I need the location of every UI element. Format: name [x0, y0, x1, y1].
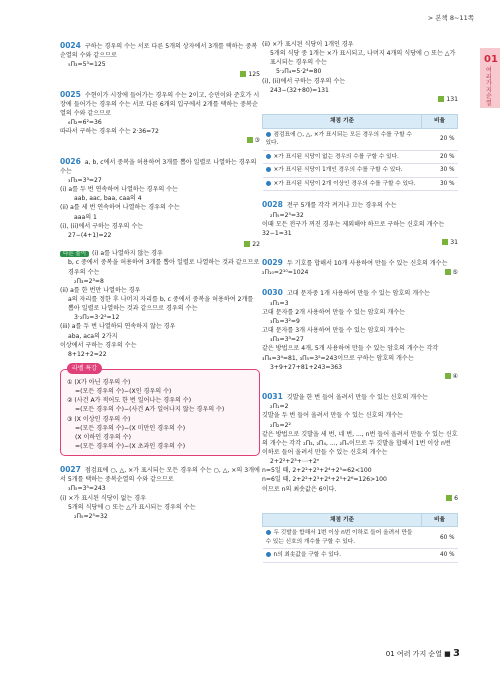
case-detail: b, c 중에서 중복을 허용하여 3개를 뽑아 일렬로 나열하는 것과 같으므로 경우의 수는 — [68, 259, 260, 276]
problem-text: a, b, c에서 중복을 허용하여 3개를 뽑아 일렬로 나열하는 경우의 수는 — [60, 158, 257, 175]
footer-section: 01 여러 가지 순열 — [385, 650, 442, 658]
table-row: n의 최솟값을 구할 수 있다. 40 % — [263, 549, 458, 563]
answer: 31 — [442, 238, 458, 247]
tip-line: (X 이하인 경우의 수) — [75, 433, 131, 441]
problem-number: 0026 — [60, 156, 81, 166]
bullet-icon — [266, 181, 271, 186]
problem-text: 구하는 경우의 수는 서로 다른 5개의 상자에서 3개를 택하는 중복순열의 수와 같으므로 — [60, 43, 258, 60]
problem-number: 0030 — [262, 288, 283, 298]
problem-text: 고대 문자중 1개 사용하여 만들 수 있는 암호의 개수는 — [286, 290, 430, 298]
case-line: 같은 방법으로 깃발을 세 번, 네 번, ..., n번 들어 올려서 만들 수 있는 신호의 개수는 각각 ₂Π₃, ₂Π₄, ..., ₂Πₙ이므로 두 깃발을 합해서 1번 이상 n번 이하로 들어 올려서 만들 수 있는 신호의 개수는 — [262, 430, 458, 456]
case-line: (i), (ii)에서 구하는 경우의 수는 — [262, 77, 346, 85]
formula: ₃Π₅=3⁵=243 — [68, 485, 106, 493]
chapter-title: 여러 가지 순열 — [486, 67, 492, 107]
case-line: (i) a를 두 번 연속하여 나열하는 경우의 수는 — [60, 186, 178, 194]
formula: ₂Π₅=2⁵=32 — [270, 211, 304, 219]
answer-icon — [244, 241, 250, 247]
answer: ⑤ — [445, 268, 458, 277]
case-detail: a의 자리를 정한 후 나머지 자리를 b, c 중에서 중복을 허용하여 2개를 뽑아 일렬로 나열하는 것과 같으므로 경우의 수는 — [68, 295, 254, 313]
answer-icon — [445, 269, 451, 275]
case-detail: 243−(32+80)=131 — [270, 86, 329, 94]
formula: ₂Π₃=2³=8 — [74, 277, 104, 285]
tip-title: 라벨 특강 — [67, 363, 102, 374]
problem-number: 0024 — [60, 41, 81, 50]
case-line: (i), (ii)에서 구하는 경우의 수는 — [60, 222, 144, 230]
problem-text: 점검표에 ○, △, ×가 표시되는 모든 경우의 수는 ○, △, ×의 3개에서 5개를 택하는 중복순열의 수와 같으므로 — [60, 467, 260, 484]
problem-0029 — [262, 257, 458, 277]
case-line: 고대 문자를 2개 사용하여 만들 수 있는 암호의 개수는 — [262, 308, 405, 316]
answer-icon — [438, 96, 444, 102]
tip-line: ① (X가 아닌 경우의 수) — [67, 378, 131, 386]
case-line: n=5일 때, 2+2²+2³+2⁴+2⁵=62<100 — [262, 467, 372, 475]
problem-number: 0031 — [262, 391, 283, 401]
page-number: 3 — [453, 648, 460, 659]
problem-0024 — [60, 40, 260, 79]
formula: 5·₂Π₄=5·2⁴=80 — [276, 68, 322, 76]
grading-header: 채점 기준 — [263, 513, 422, 527]
problem-number: 0027 — [60, 465, 81, 475]
result-line: 따라서 구하는 경우의 수는 2·36=72 — [60, 128, 159, 136]
bullet-icon — [266, 167, 271, 172]
case-line: 같은 방법으로 4개, 5개 사용하여 만들 수 있는 암호의 개수는 각각 ₃Π₄=3⁴=81, ₃Π₅=3⁵=243이므로 구하는 암호의 개수는 — [262, 345, 439, 362]
answer-icon — [446, 495, 452, 501]
left-column — [60, 40, 260, 531]
case-detail: aab, aac, baa, caa의 4 — [74, 195, 142, 203]
case-line: (ii) ×가 표시된 식당이 1개인 경우 — [262, 41, 354, 48]
problem-0025 — [60, 89, 260, 146]
tip-line: =(모든 경우의 수)−(X 미만인 경우의 수) — [75, 424, 186, 432]
case-line: (ii) a를 세 번 연속하여 나열하는 경우의 수는 — [60, 204, 180, 212]
formula: ₃Π₃=3³=27 — [270, 336, 304, 344]
grading-table — [262, 114, 458, 191]
problem-text: 전구 5개를 각각 켜거나 끄는 경우의 수는 — [286, 202, 397, 210]
alt-solution-badge: 다른 풀이 — [60, 251, 89, 257]
case-detail: aaa의 1 — [74, 213, 97, 221]
case-line: (i) a를 나열하지 않는 경우 — [92, 250, 163, 258]
formula: ₂Π₁=2 — [270, 403, 289, 411]
case-line: 이상에서 구하는 경우의 수는 — [60, 341, 137, 349]
right-column — [262, 40, 458, 571]
problem-0027 — [60, 464, 260, 521]
answer-icon — [247, 137, 253, 143]
bullet-icon — [266, 132, 271, 137]
ratio-header: 비율 — [422, 513, 458, 527]
formula: ₃Π₂=3²=9 — [270, 318, 300, 325]
page-header-label: > 본책 8~11쪽 — [427, 14, 474, 22]
answer: 125 — [240, 70, 260, 79]
case-line: 고대 문자를 3개 사용하여 만들 수 있는 암호의 개수는 — [262, 327, 405, 335]
formula: 3+9+27+81+243=363 — [270, 363, 343, 371]
chapter-number: 01 — [484, 54, 498, 65]
answer: 6 — [446, 494, 458, 503]
formula: ₂Π₂=2² — [270, 421, 291, 429]
problem-number: 0029 — [262, 258, 283, 268]
answer: 22 — [244, 240, 260, 249]
table-row: ×가 표시된 식당이 1개인 경우의 수를 구할 수 있다. 30 % — [263, 164, 458, 178]
problem-number: 0028 — [262, 200, 283, 210]
grading-header: 채점 기준 — [263, 114, 422, 128]
case-line: 깃발을 두 번 들어 올려서 만들 수 있는 신호의 개수는 — [262, 412, 404, 420]
formula: 3·₂Π₂=3·2²=12 — [74, 314, 120, 322]
problem-0030 — [262, 287, 458, 381]
problem-text: 깃발을 한 번 들어 올려서 만들 수 있는 신호의 개수는 — [286, 393, 428, 401]
case-line: (ii) a를 한 번만 나열하는 경우 — [60, 286, 141, 294]
case-detail: 8+12+2=22 — [68, 350, 107, 358]
formula: ₃Π₃=3³=27 — [68, 177, 102, 185]
formula: ₂Π₅=2⁵=32 — [74, 512, 108, 520]
answer: 131 — [438, 95, 458, 104]
case-detail: 5개의 식당에 ○ 또는 △가 표시되는 경우의 수는 — [68, 503, 196, 511]
answer-icon — [240, 71, 246, 77]
case-detail: 27−(4+1)=22 — [68, 231, 112, 239]
tip-line: ② (사건 A가 적어도 한 번 일어나는 경우의 수) — [67, 397, 192, 405]
problem-0028 — [262, 199, 458, 247]
tip-box — [60, 364, 260, 456]
problem-0027-cont — [262, 40, 458, 104]
case-line: 이므로 n의 최솟값은 6이다. — [262, 485, 337, 493]
grading-table — [262, 513, 458, 563]
answer: ④ — [445, 372, 458, 381]
bullet-icon — [266, 154, 271, 159]
case-detail: 5개의 식당 중 1개는 ×가 표시되고, 나머지 4개의 식당에 ○ 또는 △가 표시되는 경우의 수는 — [270, 50, 456, 67]
answer-icon — [445, 373, 451, 379]
tip-line: ③ (X 이상인 경우의 수) — [67, 415, 131, 423]
problem-number: 0025 — [60, 89, 81, 99]
table-row: 두 깃발을 합해서 1번 이상 n번 이하로 들어 올려서 만들 수 있는 신호의 개수를 구할 수 있다. 60 % — [263, 527, 458, 549]
formula: ₃Π₁=3 — [270, 299, 289, 307]
problem-text: 수현이가 시장에 들어가는 경우의 수는 2이고, 승민이와 준호가 시장에 들어가는 경우의 수는 서로 다른 6개의 입구에서 2개를 택하는 중복순열의 수와 같으므로 — [60, 91, 260, 118]
table-row: ×가 표시된 식당이 2개 이상인 경우의 수를 구할 수 있다. 30 % — [263, 177, 458, 191]
result-line: 이때 모든 전구가 꺼진 경우는 제외해야 하므로 구하는 신호의 개수는 32−1=31 — [262, 220, 445, 237]
formula: ₆Π₂=6²=36 — [68, 119, 102, 127]
problem-0026 — [60, 156, 260, 359]
answer: ③ — [247, 136, 260, 145]
case-line: (iii) a를 두 번 나열하되 연속하지 않는 경우 — [60, 323, 176, 331]
chapter-tab — [480, 48, 500, 108]
bullet-icon — [266, 530, 271, 535]
ratio-header: 비율 — [422, 114, 458, 128]
table-row: ×가 표시된 식당이 없는 경우의 수를 구할 수 있다. 20 % — [263, 150, 458, 164]
page-footer: 01 여러 가지 순열 ■ 3 — [385, 648, 460, 659]
case-line: n=6일 때, 2+2²+2³+2⁴+2⁵+2⁶=126>100 — [262, 476, 387, 484]
tip-line: =(모든 경우의 수)−(X 초과인 경우의 수) — [75, 442, 186, 450]
case-detail: aba, aca의 2가지 — [68, 332, 118, 340]
formula: 2+2²+2³+⋯+2ⁿ — [270, 458, 320, 466]
problem-0031 — [262, 391, 458, 503]
problem-text: 두 기호를 합해서 10개 사용하여 만들 수 있는 신호의 개수는 ₂Π₁₀=2¹⁰=1024 — [262, 260, 448, 277]
case-line: (i) ×가 표시된 식당이 없는 경우 — [60, 494, 146, 502]
formula: ₅Π₃=5³=125 — [68, 61, 106, 69]
tip-line: =(모든 경우의 수)−(사건 A가 일어나지 않는 경우의 수) — [75, 406, 225, 414]
answer-icon — [442, 239, 448, 245]
bullet-icon — [266, 552, 271, 557]
table-row: 점검표에 ○, △, ×가 표시되는 모든 경우의 수를 구할 수 있다. 20 % — [263, 128, 458, 150]
tip-line: =(모든 경우의 수)−(X인 경우의 수) — [75, 388, 172, 396]
